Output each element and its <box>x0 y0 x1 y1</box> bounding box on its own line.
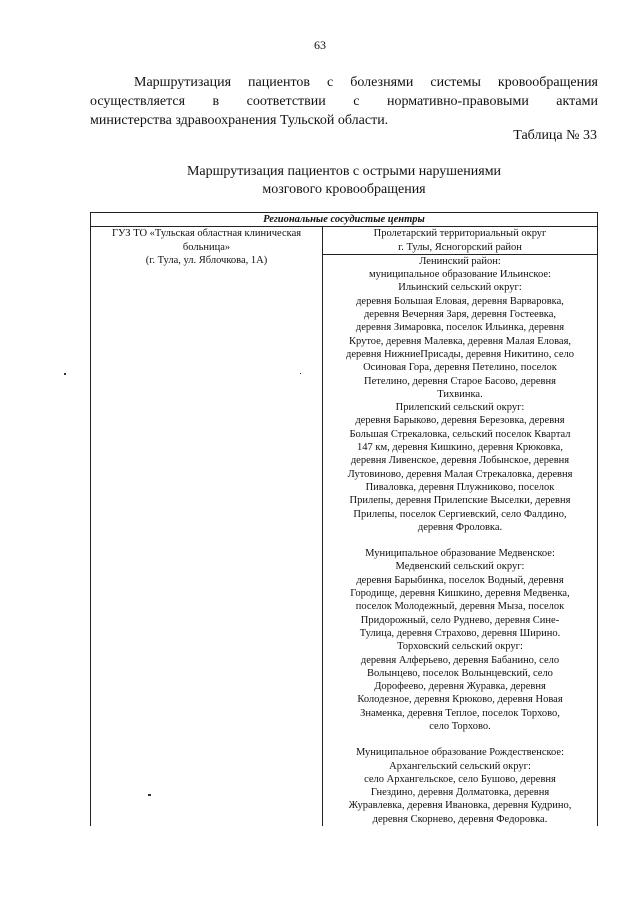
table-title <box>90 163 598 199</box>
settlement-line: Муниципальное образование Медвенское: <box>365 548 555 560</box>
settlement-line: Гнездино, деревня Долматовка, деревня <box>370 787 550 799</box>
block-spacer <box>326 534 594 547</box>
settlement-line: муниципальное образование Ильинское: <box>369 269 551 281</box>
settlement-line: Журавлевка, деревня Ивановка, деревня Кудрино, <box>348 800 572 812</box>
leninsky-block <box>326 255 594 534</box>
settlement-line: деревня Барыбинка, поселок Водный, деревня <box>356 574 564 586</box>
intro-line-3: министерства здравоохранения Тульской области. <box>90 113 389 128</box>
routing-table <box>90 212 598 826</box>
settlement-line: Архангельский сельский округ: <box>389 760 531 772</box>
settlement-line: Прилепы, поселок Сергиевский, село Фалдино, <box>353 508 567 520</box>
settlement-line: 147 км, деревня Кишкино, деревня Крюковка, <box>357 442 563 454</box>
settlement-line: деревня Большая Еловая, деревня Варваровка, <box>356 295 564 307</box>
intro-line-2: осуществляется в соответствии с нормативно-правовыми актами <box>90 94 598 109</box>
settlement-line: деревня Барыково, деревня Березовка, деревня <box>355 415 565 427</box>
district-line: Пролетарский территориальный округ <box>373 228 547 240</box>
scan-speck <box>64 373 66 375</box>
scan-speck <box>300 373 301 374</box>
settlement-line: поселок Молодежный, деревня Мыза, поселок <box>355 601 565 613</box>
settlement-line: деревня Зимаровка, поселок Ильинка, деревня <box>355 322 565 334</box>
intro-line-1: Маршрутизация пациентов с болезнями системы кровообращения <box>134 75 598 90</box>
settlement-line: деревня Алферьево, деревня Бабанино, село <box>360 654 560 666</box>
district-cell <box>323 227 598 255</box>
settlement-line: Волынцево, поселок Волынцевский, село <box>367 667 553 679</box>
settlement-line: деревня Фроловка. <box>417 521 503 533</box>
settlement-line: Лутовиново, деревня Малая Стрекаловка, деревня <box>347 468 573 480</box>
settlement-line: Прилепы, деревня Прилепские Выселки, деревня <box>349 495 571 507</box>
page-number: 63 <box>314 38 326 52</box>
hospital-line: ГУЗ ТО «Тульская областная клиническая <box>111 228 302 240</box>
settlement-line: Петелино, деревня Старое Басово, деревня <box>364 375 556 387</box>
settlement-line: деревня Ливенское, деревня Лобынское, деревня <box>350 455 570 467</box>
table-title-line-2: мозгового кровообращения <box>262 182 426 197</box>
settlements-cell <box>323 254 598 826</box>
settlement-line: Большая Стрекаловка, сельский поселок Квартал <box>349 428 571 440</box>
settlement-line: деревня НижниеПрисады, деревня Никитино, село <box>346 348 574 360</box>
settlement-line: Ильинский сельский округ: <box>398 282 522 294</box>
settlement-line: Дорофеево, деревня Журавка, деревня <box>374 681 546 693</box>
settlement-line: Осиновая Гора, деревня Петелино, поселок <box>363 362 557 374</box>
settlement-line: Торховский сельский округ: <box>397 641 523 653</box>
district-line: г. Тулы, Ясногорский район <box>398 241 522 253</box>
settlement-line: Тулица, деревня Страхово, деревня Ширино. <box>359 627 561 639</box>
settlement-line: село Архангельское, село Бушово, деревня <box>364 773 556 785</box>
settlement-line: село Торхово. <box>429 720 491 732</box>
settlement-line: Тихвинка. <box>437 388 483 400</box>
scan-speck <box>148 794 151 796</box>
settlement-line: деревня Скорнево, деревня Федоровка. <box>372 813 548 825</box>
hospital-line: больница» <box>182 241 231 253</box>
settlement-line: Придорожный, село Руднево, деревня Сине- <box>360 614 560 626</box>
settlement-line: деревня Вечерняя Заря, деревня Гостеевка, <box>363 309 557 321</box>
table-header: Региональные сосудистые центры <box>91 213 598 227</box>
block-spacer <box>326 733 594 746</box>
hospital-address: (г. Тула, ул. Яблочкова, 1А) <box>145 254 268 266</box>
settlement-line: Колодезное, деревня Крюково, деревня Новая <box>357 694 563 706</box>
settlement-line: Крутое, деревня Малевка, деревня Малая Еловая, <box>348 335 572 347</box>
table-number: Таблица № 33 <box>513 128 597 143</box>
settlement-line: Пиваловка, деревня Плужниково, поселок <box>365 481 555 493</box>
settlement-line: Городище, деревня Кишкино, деревня Медвенка, <box>350 588 570 600</box>
settlement-line: Медвенский сельский округ: <box>395 561 525 573</box>
medvenskoe-block <box>326 547 594 733</box>
hospital-cell <box>91 227 323 826</box>
settlement-line: Муниципальное образование Рождественское: <box>355 747 565 759</box>
table-title-line-1: Маршрутизация пациентов с острыми нарушениями <box>186 164 502 179</box>
settlement-line: Ленинский район: <box>419 255 501 267</box>
settlement-line: Знаменка, деревня Теплое, поселок Торхово, <box>360 707 560 719</box>
rozhdestvenskoe-block <box>326 746 594 826</box>
settlement-line: Прилепский сельский округ: <box>395 402 525 414</box>
intro-paragraph <box>90 73 598 130</box>
